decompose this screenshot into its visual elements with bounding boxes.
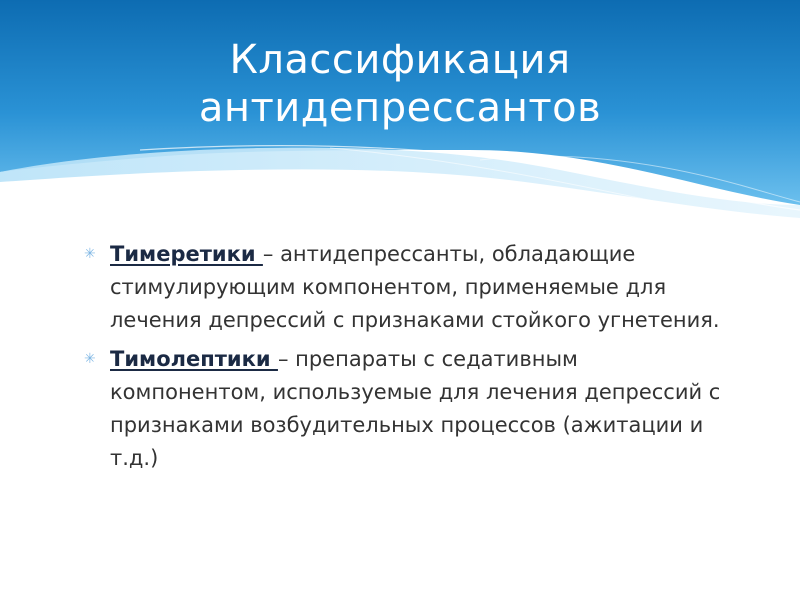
term-timeretiki: Тимеретики xyxy=(110,242,263,266)
slide-title xyxy=(120,36,680,132)
definition-timoleptiki: – препараты с седативным компонентом, используемые для лечения депрессий с признаками возбудительных процессов (ажитации и т.д.) xyxy=(110,347,721,470)
definition-timeretiki: – антидепрессанты, обладающие стимулирующим компонентом, применяемые для лечения депрессий с признаками стойкого угнетения. xyxy=(110,242,720,332)
term-timoleptiki: Тимолептики xyxy=(110,347,278,371)
slide-title-line-1: Классификация xyxy=(229,37,571,83)
bullet-star-icon: ✳ xyxy=(84,351,96,367)
list-item-timoleptiki xyxy=(84,343,724,475)
bullet-star-icon: ✳ xyxy=(84,246,96,262)
list-item-timeretiki xyxy=(84,238,724,337)
slide-title-line-2: антидепрессантов xyxy=(198,85,602,131)
content-list xyxy=(84,238,724,481)
